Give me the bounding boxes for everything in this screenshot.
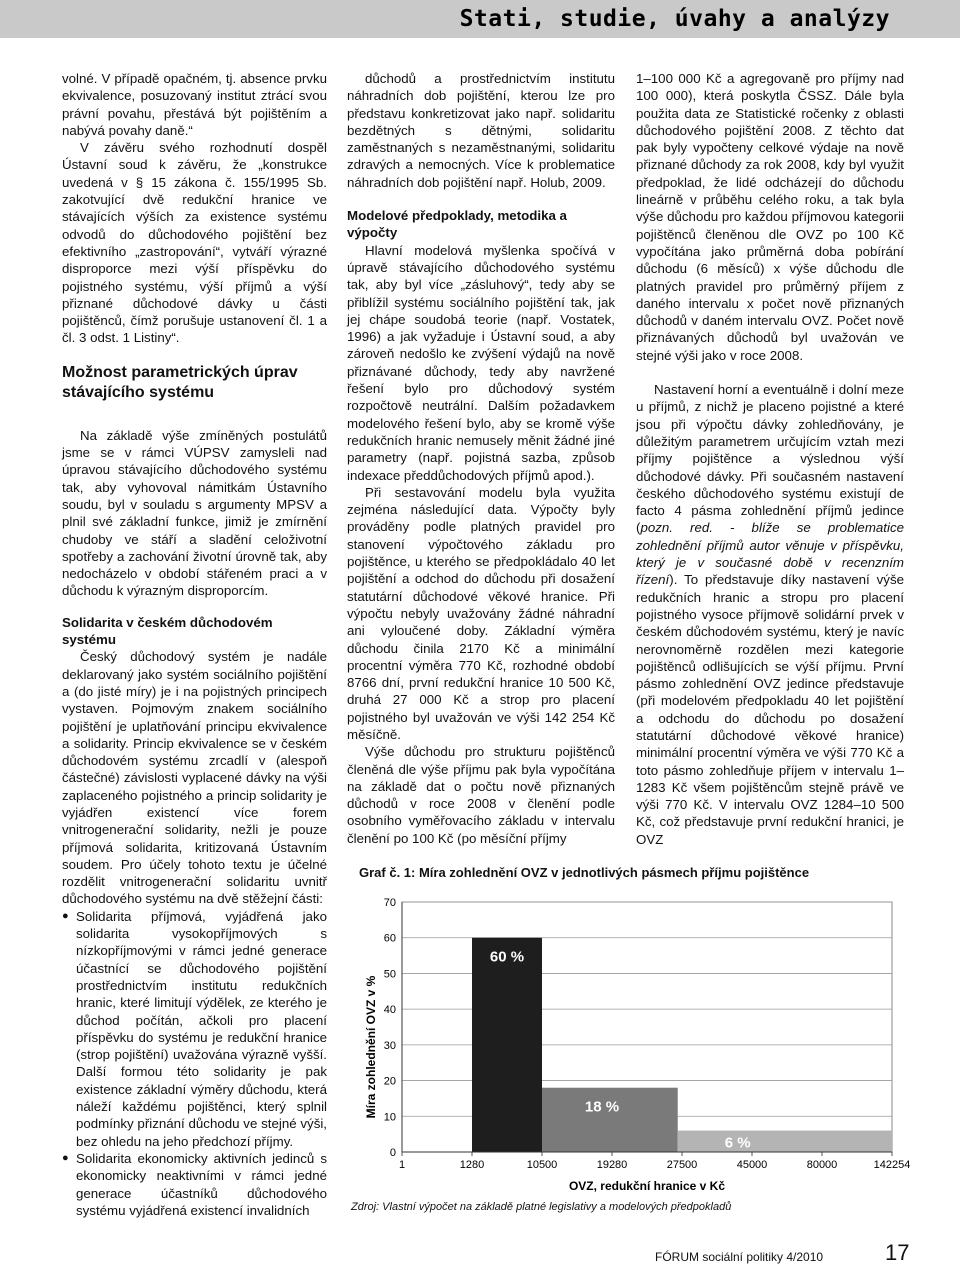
- paragraph: Výše důchodu pro strukturu pojištěnců členěná dle výše příjmu pak byla vypočítána na základě dat o počtu nově přiznaných důchodů v roce 2008 v členění podle osobního vyměřovacího základu v intervalu členění po 100 Kč (po měsíční příjmy: [347, 744, 615, 846]
- y-axis-label: Míra zohlednění OVZ v %: [364, 975, 378, 1119]
- bar: [542, 1088, 678, 1152]
- bar-chart: [347, 882, 911, 1212]
- subsection-heading: Solidarita v českém důchodovém systému: [62, 614, 273, 648]
- x-tick-label: 19280: [596, 1159, 628, 1171]
- figure-title: Graf č. 1: Míra zohlednění OVZ v jednotlivých pásmech příjmu pojištěnce: [359, 865, 810, 880]
- paragraph: Na základě výše zmíněných postulátů jsme se v rámci VÚPSV zamysleli nad úpravou stávajícího důchodového systému tak, aby vyhovoval námitkám Ústavního soudu, byl v souladu s argumenty MPSV a plnil své základní funkce, jimiž je zmírnění chudoby ve stáří a sladění celoživotní spotřeby a zachování životní úrovně tak, aby nedocházelo v období stářeném praci a v důchodu k výrazným disproporcím.: [62, 427, 327, 599]
- y-tick-label: 10: [383, 1111, 396, 1124]
- bullet-list: [62, 908, 327, 1219]
- y-tick-label: 20: [383, 1075, 396, 1088]
- bar-data-label: 6 %: [724, 1134, 751, 1152]
- x-tick-label: 27500: [666, 1159, 698, 1171]
- y-tick-label: 40: [383, 1004, 396, 1017]
- y-tick-label: 0: [389, 1147, 396, 1159]
- paragraph: Při sestavování modelu byla využita zejména následující data. Výpočty byly prováděny podle platných pravidel pro stanovení výpočtového základu pro pojištěnce, u kterého se předpokládalo 40 let pojištění a odchod do důchodu při dosažení statutární důchodové věkové hranice. Při výpočtu nebyly uvažovány žádné náhradní ani vyloučené doby. Základní výměra důchodu činila 2170 Kč a minimální procentní výměra 770 Kč, rozhodné období 8766 dní, první redukční hranice 10 500 Kč, druhá 27 000 Kč a strop pro placení pojistného byl uvažován ve výši 142 254 Kč měsíčně.: [347, 484, 615, 742]
- paragraph: Hlavní modelová myšlenka spočívá v úpravě stávajícího důchodového systému tak, aby byl více „zásluhový“, tedy aby se přiblížil systému sociálního pojištění tak, jak jej chápe soudobá teorie (např. Vostatek, 1996) a jak vyžaduje i Ústavní soud, a aby zároveň nedošlo ke zvýšení výdajů na nově přiznávané důchody, tedy aby navržené řešení bylo pro důchodový systém rozpočtově neutrální. Dalším požadavkem modelového řešení bylo, aby se kromě výše redukčních hranic nemuselу měnit žádné jiné parametry (např. pojistná sazba, způsob indexace předdůchodových příjmů apod.).: [347, 242, 615, 483]
- figure-source: Zdroj: Vlastní výpočet na základě platné legislativy a modelových předpokladů: [351, 1201, 732, 1213]
- x-tick-label: 1: [398, 1159, 406, 1171]
- page-number: 17: [885, 1240, 910, 1265]
- x-tick-label: 45000: [736, 1159, 768, 1171]
- paragraph: volné. V případě opačném, tj. absence prvku ekvivalence, posuzovaný institut ztrácí svou právní povahu, přestává být pojištěním a nabývá povahy daně.“: [62, 71, 327, 138]
- x-tick-label: 142254: [873, 1159, 911, 1171]
- x-tick-label: 10500: [526, 1159, 558, 1171]
- paragraph: [636, 381, 904, 848]
- y-tick-label: 70: [383, 897, 396, 909]
- editor-note: pozn. red. - blíže se problematice zohlednění příjmů autor věnuje v příspěvku, který je v současné době v recenzním řízení: [636, 520, 904, 588]
- text-span: ). To představuje díky nastavení výše redukčních hranic a stropu pro placení pojistného vysoce příjmově solidární prvek v českém důchodovém systému, který je navíc nerovnoměrně rozdělen mezi kategorie pojištěnců odlišujících se výší příjmu. První pásmo zohlednění OVZ jedince představuje (při modelovém předpokladu 40 let pojištění a odchodu do důchodu po dosažení statutární důchodové věkové hranice) minimální procentní výměra ve výši 770 Kč a toto pásmo zohledňuje příjem v intervalu 1–1283 Kč všem pojištěncům stejně právě ve výši 770 Kč. V intervalu OVZ 1284–10 500 Kč, což představuje první redukční hranici, je OVZ: [636, 572, 904, 847]
- paragraph: Český důchodový systém je nadále deklarovaný jako systém sociálního pojištění a (do jisté míry) je i na pojistných principech vystaven. Pojmovým znakem sociálního pojištění je uplatňování principu ekvivalence a solidarity. Princip ekvivalence se v českém důchodovém systému zrcadlí v (alespoň částečné) závislosti vyplacené dávky na výši zaplaceného pojistného a princip solidarity je vyjádřen existencí více forem vnitrogenerační solidarity, nežli je pouze příjmová solidarita, kritizovaná Ústavním soudem. Pro účely tohoto textu je účelné rozdělit vnitrogenerační solidaritu uvnitř důchodového systému na dvě stěžejní části:: [62, 649, 327, 907]
- bar: [678, 1131, 892, 1152]
- paragraph: V závěru svého rozhodnutí dospěl Ústavní soud k závěru, že „konstrukce uvedená v § 15 zákona č. 155/1995 Sb. zakotvující dvě redukční hranice ve stávajících výších za existence systému odvodů do důchodového pojištění bez efektivního „zastropování“, vytváří výrazné disproporce mezi výší příspěvku do pojistného systému, výší příjmů a výší přiznané důchodové dávky u části pojištěnců, čímž porušuje ustanovení čl. 1 a čl. 3 odst. 1 Listiny“.: [62, 140, 327, 346]
- column-2: [347, 70, 615, 847]
- y-tick-label: 50: [383, 968, 396, 981]
- column-1: [62, 70, 327, 1219]
- header-band: [0, 0, 960, 38]
- footer-journal: FÓRUM sociální politiky 4/2010: [655, 1250, 824, 1264]
- x-tick-label: 1280: [459, 1159, 485, 1171]
- section-heading: Možnost parametrických úprav stávajícího systému: [62, 363, 298, 401]
- subsection-heading: Modelové předpoklady, metodika a výpočty: [347, 208, 567, 241]
- bar: [472, 938, 542, 1152]
- x-tick-label: 80000: [806, 1159, 838, 1171]
- paragraph: 1–100 000 Kč a agregovaně pro příjmy nad 100 000), která poskytla ČSSZ. Dále byla použita data ze Statistické ročenky z oblasti důchodového pojištění 2008. Z těchto dat pak byly vypočteny celkové výdaje na nově přiznané důchody za rok 2008, kdy byl využit předpoklad, že lidé odcházejí do důchodu lineárně v průběhu celého roku, a tak byla výše důchodu pro každou příjmovou kategorii pojištěnců členěnou dle OVZ po 100 Kč vypočítána jako průměrná doba pobírání důchodu (6 měsíců) x výše důchodu dle platných pravidel pro průměrný příjem z daného intervalu x počet nově přiznaných důchodů v daném intervalu OVZ. Počet nově přiznávaných důchodů byl uvažován ve stejné výši jako v roce 2008.: [636, 71, 904, 363]
- column-3: [636, 70, 904, 848]
- text-span: Nastavení horní a eventuálně i dolní meze u příjmů, z nichž je placeno pojistné a které jsou při výpočtu dávky zohledňovány, je důležitým parametrem určujícím vztah mezi příjmy pojištěnce a výslednou výší důchodové dávky. Při současném nastavení českého důchodového systému existují de facto 4 pásma zohlednění příjmů jedince (: [636, 382, 904, 536]
- y-tick-label: 60: [383, 932, 396, 945]
- x-axis-label: OVZ, redukční hranice v Kč: [568, 1179, 726, 1193]
- bar-data-label: 18 %: [584, 1098, 620, 1116]
- section-title: Stati, studie, úvahy a analýzy: [459, 6, 890, 32]
- list-item: ● Solidarita příjmová, vyjádřená jako solidarita vysokopříjmových s nízkopříjmovými v rámci jedné generace účastnící se důchodového pojištění prostřednictvím institutu redukčních hranic, které limitují výdělek, ze kterého je důchod počítán, ačkoli pro placení příspěvku do systému je redukční hranice (strop pojištění) uvažována výrazně vyšší. Další formou této solidarity je pak existence základní výměry důchodu, která náleží každému pojištěnci, který splnil podmínky přiznání důchodu ve stejné výši, bez ohledu na jeho předchozí příjmy.: [62, 908, 327, 1150]
- list-item: ● Solidarita ekonomicky aktivních jedinců s ekonomicky neaktivními v rámci jedné generace účastníků důchodového systému vyjádřená existencí invalidních: [62, 1150, 327, 1219]
- y-tick-label: 30: [383, 1039, 396, 1052]
- bar-data-label: 60 %: [489, 948, 525, 966]
- paragraph: důchodů a prostřednictvím institutu náhradních dob pojištění, kterou lze pro představu konkretizovat jako např. solidaritu bezdětných s dětnými, solidaritu zaměstnaných s nezaměstnanými, solidaritu zdravých a nemocných. Více k problematice náhradních dob pojištění např. Holub, 2009.: [347, 71, 615, 190]
- figure: [347, 860, 911, 1220]
